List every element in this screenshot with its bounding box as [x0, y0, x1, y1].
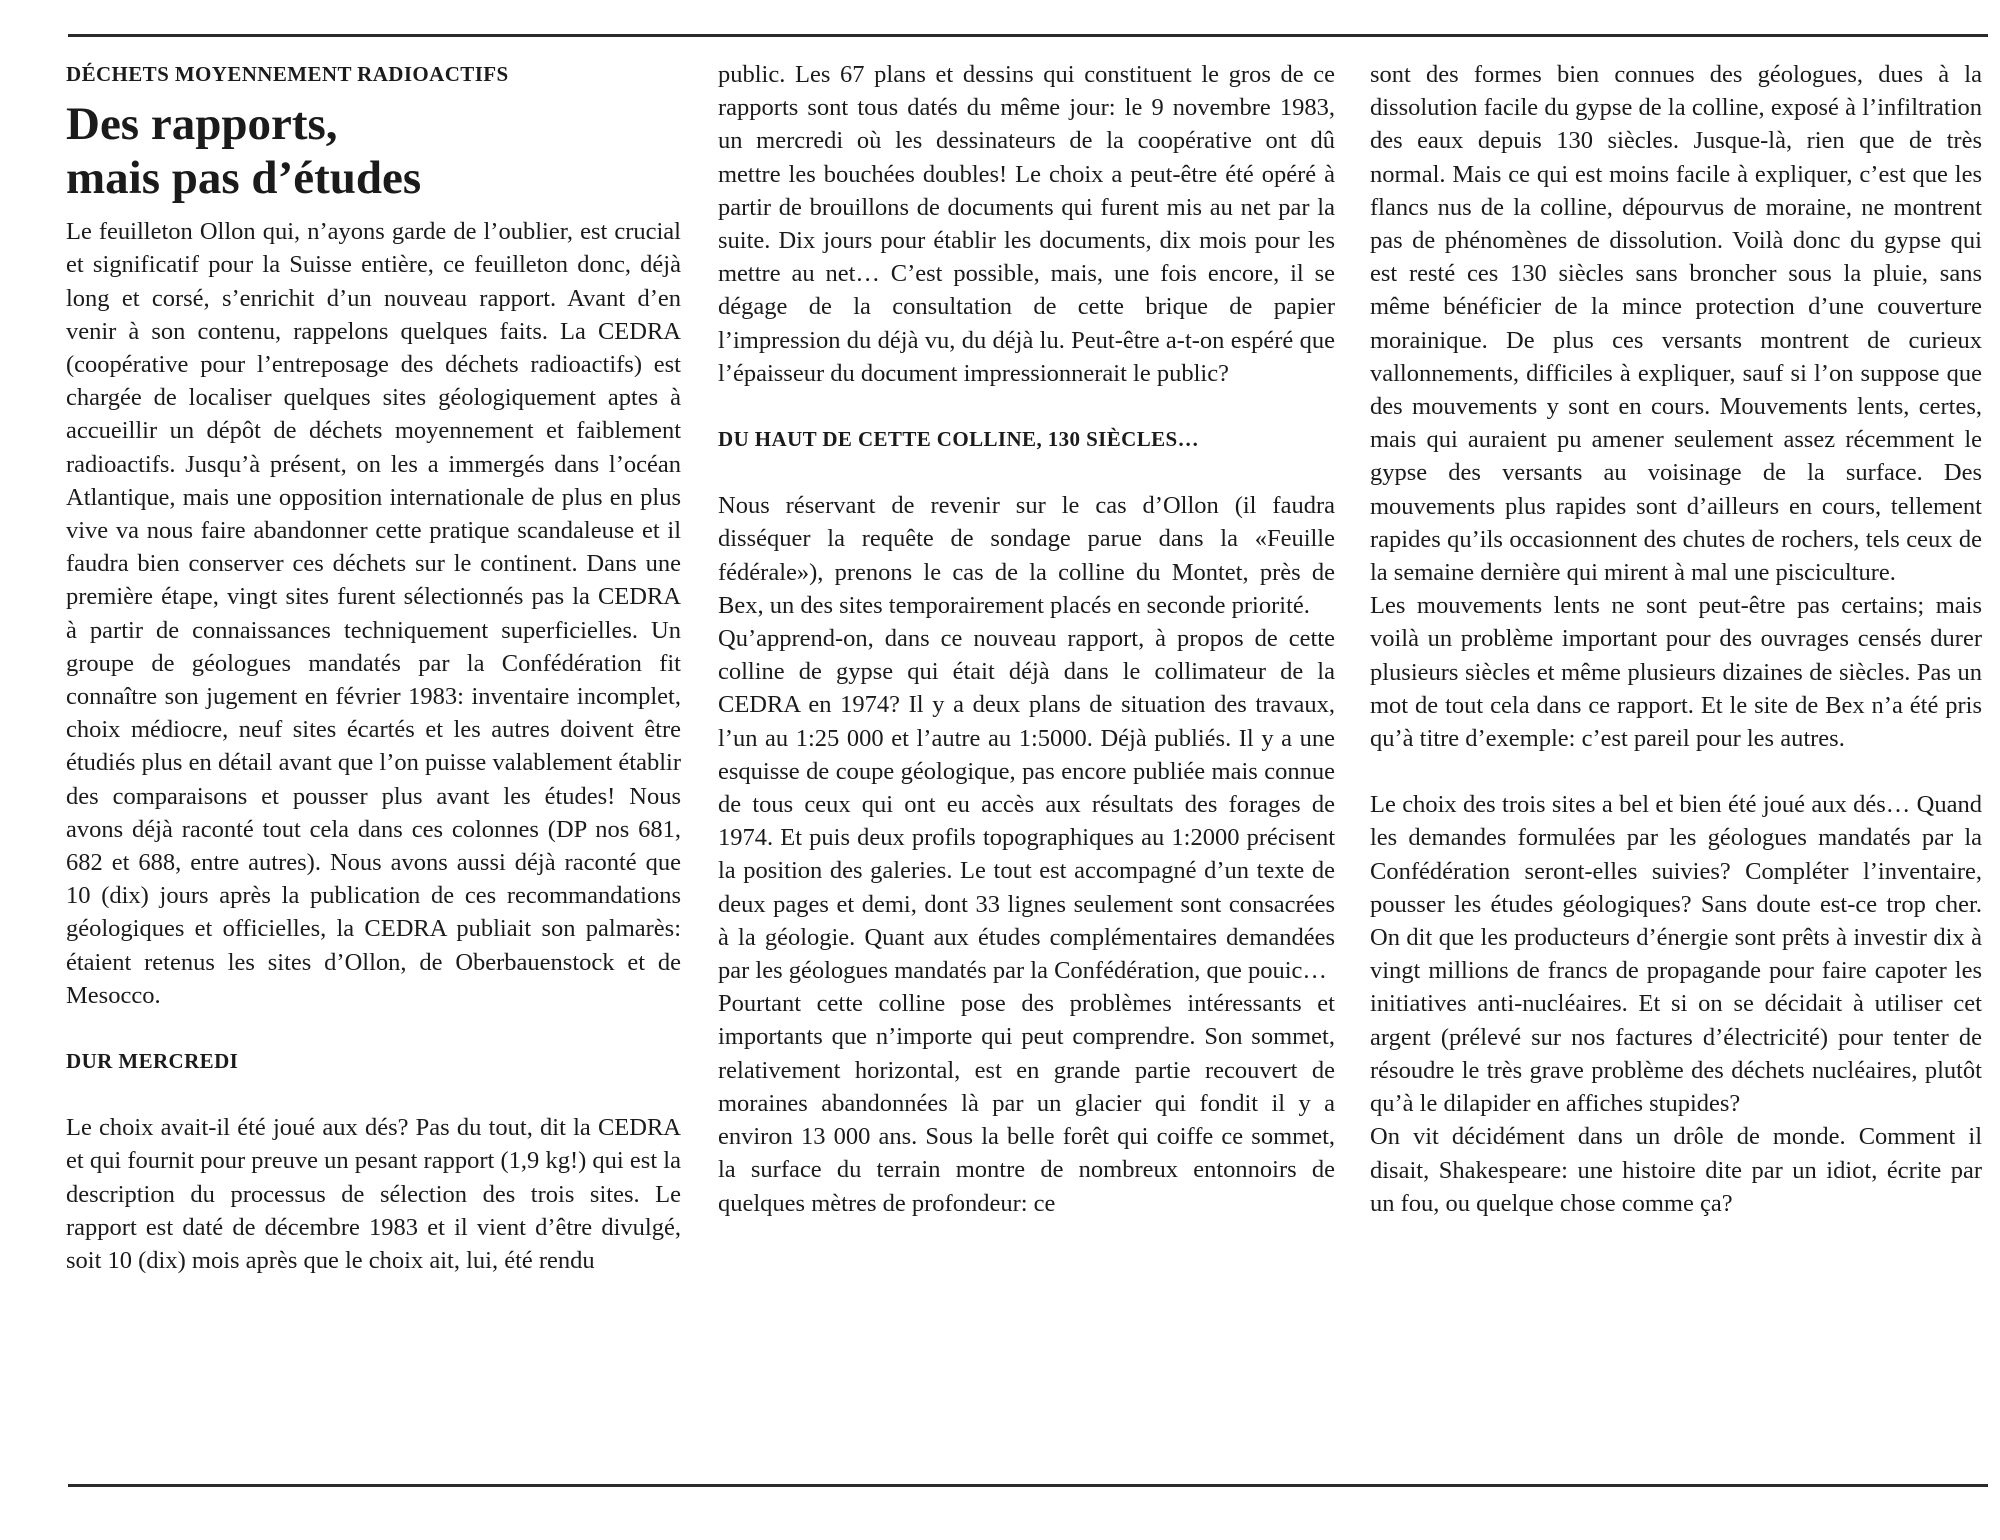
- column-1: [66, 58, 681, 1277]
- paragraph: Nous réservant de revenir sur le cas d’Ollon (il faudra disséquer la requête de sondage parue dans la «Feuille fédérale»), prenons le cas de la colline du Montet, près de Bex, un des sites temporairement placés en seconde priorité.: [718, 492, 1335, 619]
- paragraph: Le choix avait-il été joué aux dés? Pas du tout, dit la CEDRA et qui fournit pour preuve un pesant rapport (1,9 kg!) qui est la description du processus de sélection des trois sites. Le rapport est daté de décembre 1983 et il vient d’être divulgé, soit 10 (dix) mois après que le choix ait, lui, été rendu: [66, 1114, 681, 1275]
- top-rule: [68, 34, 1988, 37]
- column-2: [718, 58, 1335, 1220]
- paragraph: Le feuilleton Ollon qui, n’ayons garde de l’oublier, est crucial et significatif pour la Suisse entière, ce feuilleton donc, déjà long et corsé, s’enrichit d’un nouveau rapport. Avant d’en venir à son contenu, rappelons quelques faits. La CEDRA (coopérative pour l’entreposage des déchets radioactifs) est chargée de localiser quelques sites géologiquement aptes à accueillir un dépôt de déchets moyennement et faiblement radioactifs. Jusqu’à présent, on les a immergés dans l’océan Atlantique, mais une opposition internationale de plus en plus vive va nous faire abandonner cette pratique scandaleuse et il faudra bien conserver ces déchets sur le continent. Dans une première étape, vingt sites furent sélectionnés pas la CEDRA à partir de connaissances techniquement superficielles. Un groupe de géologues mandatés par la Confédération fit connaître son jugement en février 1983: inventaire incomplet, choix médiocre, neuf sites écartés et les autres doivent être étudiés plus en détail avant que l’on puisse valablement établir des comparaisons et pousser plus avant les études! Nous avons déjà raconté tout cela dans ces colonnes (DP nos 681, 682 et 688, entre autres). Nous avons aussi déjà raconté que 10 (dix) jours après la publication de ces recommandations géologiques et officielles, la CEDRA publiait son palmarès: étaient retenus les sites d’Ollon, de Oberbauenstock et de Mesocco.: [66, 218, 681, 1009]
- title-line-2: mais pas d’études: [66, 152, 422, 205]
- paragraph: Pourtant cette colline pose des problèmes intéressants et importants que n’importe qui peut comprendre. Son sommet, relativement horizontal, est en grande partie recouvert de moraines abandonnées là par un glacier qui fondit il y a environ 13 000 ans. Sous la belle forêt qui coiffe ce sommet, la surface du terrain montre de nombreux entonnoirs de quelques mètres de profondeur: ce: [718, 990, 1335, 1217]
- paragraph: Qu’apprend-on, dans ce nouveau rapport, à propos de cette colline de gypse qui était déjà dans le collimateur de la CEDRA en 1974? Il y a deux plans de situation des travaux, l’un au 1:25 000 et l’autre au 1:5000. Déjà publiés. Il y a une esquisse de coupe géologique, pas encore publiée mais connue de tous ceux qui ont eu accès aux résultats des forages de 1974. Et puis deux profils topographiques au 1:2000 précisent la position des galeries. Le tout est accompagné d’un texte de deux pages et demi, dont 33 lignes seulement sont consacrées à la géologie. Quant aux études complémentaires demandées par les géologues mandatés par la Confédération, que pouic…: [718, 625, 1335, 985]
- article-kicker: DÉCHETS MOYENNEMENT RADIOACTIFS: [66, 62, 509, 86]
- subheading-dur-mercredi: DUR MERCREDI: [66, 1049, 239, 1074]
- article-title: [66, 97, 681, 205]
- column-3: [1370, 58, 1982, 1220]
- bottom-rule: [68, 1484, 1988, 1487]
- paragraph: Les mouvements lents ne sont peut-être pas certains; mais voilà un problème important pour des ouvrages censés durer plusieurs siècles et même plusieurs dizaines de siècles. Pas un mot de tout cela dans ce rapport. Et le site de Bex n’a été pris qu’à titre d’exemple: c’est pareil pour les autres.: [1370, 592, 1982, 753]
- paragraph: On vit décidément dans un drôle de monde. Comment il disait, Shakespeare: une histoire dite par un idiot, écrite par un fou, ou quelque chose comme ça?: [1370, 1123, 1982, 1217]
- paragraph: public. Les 67 plans et dessins qui constituent le gros de ce rapports sont tous datés du même jour: le 9 novembre 1983, un mercredi où les dessinateurs de la coopérative ont dû mettre les bouchées doubles! Le choix a peut-être été opéré à partir de brouillons de documents qui furent mis au net par la suite. Dix jours pour établir les documents, dix mois pour les mettre au net… C’est possible, mais, une fois encore, il se dégage de la consultation de cette brique de papier l’impression du déjà vu, du déjà lu. Peut-être a-t-on espéré que l’épaisseur du document impressionnerait le public?: [718, 61, 1335, 387]
- title-line-1: Des rapports,: [66, 98, 338, 151]
- subheading-colline: DU HAUT DE CETTE COLLINE, 130 SIÈCLES…: [718, 427, 1200, 452]
- paragraph: sont des formes bien connues des géologues, dues à la dissolution facile du gypse de la colline, exposé à l’infiltration des eaux depuis 130 siècles. Jusque-là, rien que de très normal. Mais ce qui est moins facile à expliquer, c’est que les flancs nus de la colline, dépourvus de moraine, ne montrent pas de phénomènes de dissolution. Voilà donc du gypse qui est resté ces 130 siècles sans broncher sous la pluie, sans même bénéficier de la mince protection d’une couverture morainique. De plus ces versants montrent de curieux vallonnements, difficiles à expliquer, sauf si l’on suppose que des mouvements y sont en cours. Mouvements lents, certes, mais qui auraient pu amener seulement assez récemment le gypse des versants au voisinage de la surface. Des mouvements plus rapides sont d’ailleurs en cours, tellement rapides qu’ils occasionnent des chutes de rochers, tels ceux de la semaine dernière qui mirent à mal une pisciculture.: [1370, 61, 1982, 587]
- paragraph: Le choix des trois sites a bel et bien été joué aux dés… Quand les demandes formulées par les géologues mandatés par la Confédération seront-elles suivies? Compléter l’inventaire, pousser les études géologiques? Sans doute est-ce trop cher. On dit que les producteurs d’énergie sont prêts à investir dix à vingt millions de francs de propagande pour faire capoter les initiatives anti-nucléaires. Et si on se décidait à utiliser cet argent (prélevé sur nos factures d’électricité) pour tenter de résoudre le très grave problème des déchets nucléaires, plutôt qu’à le dilapider en affiches stupides?: [1370, 791, 1982, 1118]
